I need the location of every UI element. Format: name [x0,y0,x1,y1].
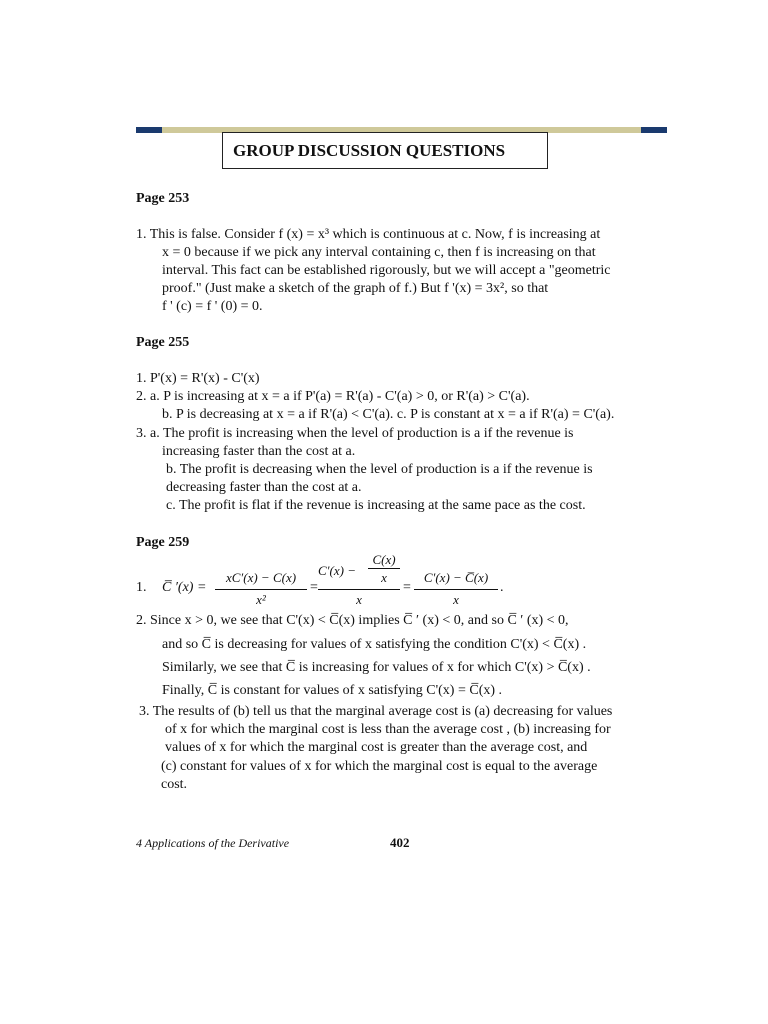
footer-page-number: 402 [390,835,410,850]
eq-fraction-2 [318,552,400,610]
section-heading-255: Page 255 [136,335,190,350]
eq-fraction-1 [215,570,307,610]
p259-line-2: 2. Since x > 0, we see that C'(x) < C̅(x) implies C̅ ′ (x) < 0, and so C̅ ′ (x) < 0, [136,613,569,628]
eq-fraction-3-bar [414,589,498,590]
eq-fraction-1-denominator: x² [256,592,266,607]
footer-chapter-title: 4 Applications of the Derivative [136,836,290,850]
eq-fraction-3 [414,570,498,610]
header-rule-left-accent [136,127,162,133]
p259-line-4: Similarly, we see that C̅ is increasing for values of x for which C'(x) > C̅(x) . [162,660,591,675]
eq-fraction-2-inner-bar [368,568,400,569]
p255-line-3: b. P is decreasing at x = a if R'(a) < C'(a). c. P is constant at x = a if R'(a) = C'(a). [162,407,615,422]
p255-line-1: 1. P'(x) = R'(x) - C'(x) [136,371,260,386]
p255-line-6: b. The profit is decreasing when the level of production is a if the revenue is [166,462,593,477]
eq-equals-2: = [310,580,318,595]
eq-number: 1. [136,580,147,595]
eq-fraction-1-numerator: xC′(x) − C(x) [225,570,297,585]
p259-line-3: and so C̅ is decreasing for values of x satisfying the condition C'(x) < C̅(x) . [162,637,587,652]
header-rule-right-accent [641,127,667,133]
p259-line-5: Finally, C̅ is constant for values of x satisfying C'(x) = C̅(x) . [162,683,503,698]
p253-line-2: x = 0 because if we pick any interval containing c, then f is increasing on that [162,245,596,260]
p259-line-10: cost. [161,777,188,792]
p259-line-6: 3. The results of (b) tell us that the marginal average cost is (a) decreasing for values [139,704,613,719]
eq-fraction-3-numerator: C′(x) − C̅(x) [423,570,489,585]
p255-line-5: increasing faster than the cost at a. [162,444,356,459]
eq-fraction-2-inner-numerator: C(x) [372,552,396,567]
section-heading-253: Page 253 [136,191,190,206]
p253-line-3: interval. This fact can be established rigorously, but we will accept a "geometric [162,263,611,278]
eq-fraction-2-numerator-part: C′(x) − [318,563,356,578]
eq-fraction-2-bar [318,589,400,590]
p259-line-8: values of x for which the marginal cost is greater than the average cost, and [165,740,588,755]
eq-fraction-2-inner-denominator: x [381,570,387,585]
p255-line-7: decreasing faster than the cost at a. [166,480,362,495]
eq-fraction-3-denominator: x [453,592,459,607]
page-title: GROUP DISCUSSION QUESTIONS [222,132,548,169]
p255-line-2: 2. a. P is increasing at x = a if P'(a) = R'(a) - C'(a) > 0, or R'(a) > C'(a). [136,389,530,404]
p255-line-8: c. The profit is flat if the revenue is increasing at the same pace as the cost. [166,498,586,513]
p253-line-4: proof." (Just make a sketch of the graph of f.) But f '(x) = 3x², so that [162,281,549,296]
p253-line-5: f ' (c) = f ' (0) = 0. [162,299,263,314]
section-heading-259: Page 259 [136,535,190,550]
eq-fraction-1-bar [215,589,307,590]
p253-line-1: 1. This is false. Consider f (x) = x³ which is continuous at c. Now, f is increasing at [136,227,601,242]
eq-lhs: C̅ ′(x) = [162,580,207,595]
p259-line-7: of x for which the marginal cost is less than the average cost , (b) increasing for [165,722,611,737]
p255-line-4: 3. a. The profit is increasing when the level of production is a if the revenue is [136,426,574,441]
p259-line-9: (c) constant for values of x for which the marginal cost is equal to the average [161,759,598,774]
eq-period: . [500,580,504,595]
eq-fraction-2-denominator: x [356,592,362,607]
eq-equals-3: = [403,580,411,595]
